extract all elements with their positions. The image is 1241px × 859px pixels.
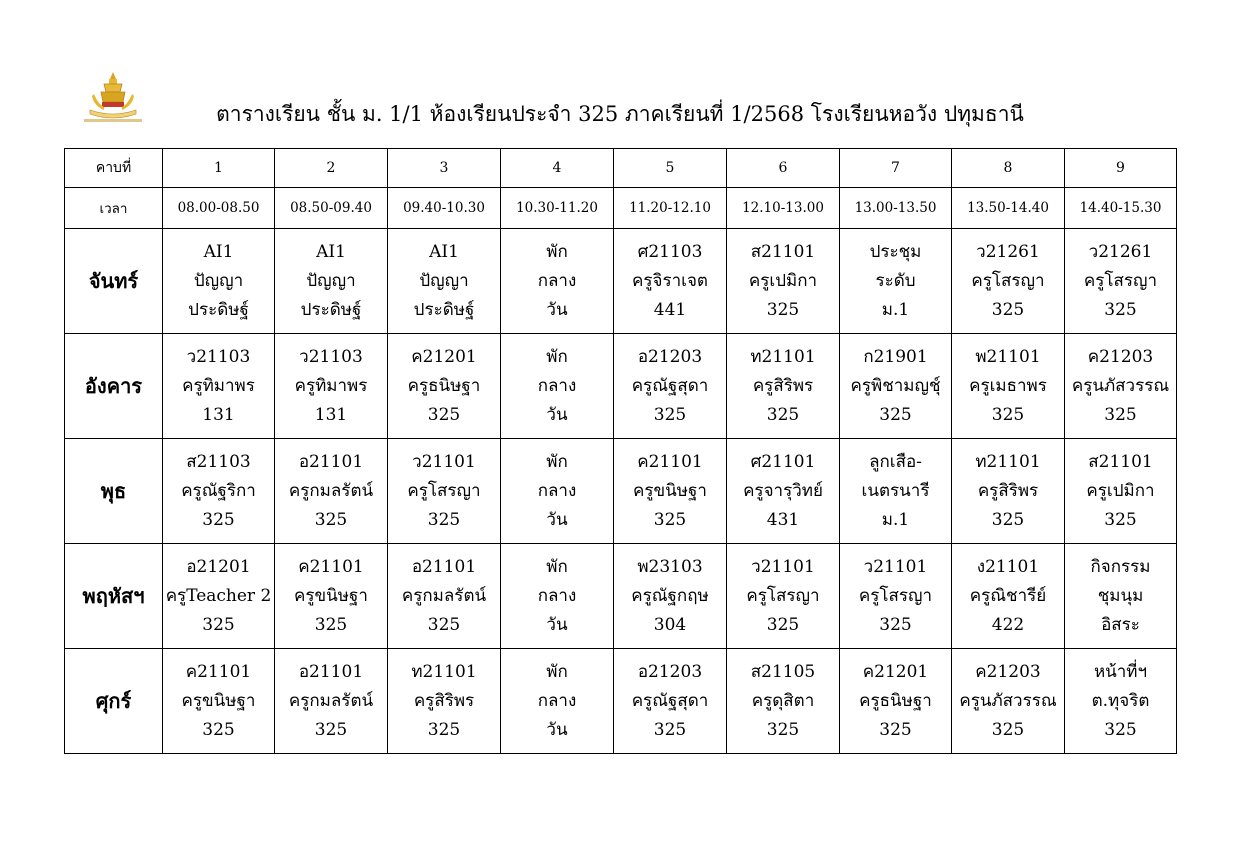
- period-header-row: [65, 149, 1177, 188]
- subject-code: ค21101: [637, 451, 703, 472]
- subject-code: ค21203: [1087, 346, 1154, 367]
- period-number: 4: [501, 149, 614, 188]
- class-cell: [388, 439, 501, 544]
- subject-code: หน้าที่ฯ: [1093, 661, 1148, 682]
- period-time: 08.50-09.40: [275, 188, 388, 229]
- room-number: 325: [766, 299, 800, 320]
- subject-code: AI1: [203, 241, 234, 262]
- teacher-name: เนตรนารี: [861, 480, 930, 501]
- subject-code: ศ21103: [637, 241, 703, 262]
- room-number: 325: [991, 719, 1025, 740]
- subject-code: ท21101: [750, 346, 816, 367]
- teacher-name: ครูเปมิกา: [1086, 480, 1155, 501]
- subject-code: ค21201: [411, 346, 477, 367]
- room-number: 325: [653, 404, 687, 425]
- period-time: 08.00-08.50: [163, 188, 275, 229]
- room-number: 431: [766, 509, 800, 530]
- class-cell: [840, 229, 952, 334]
- subject-code: พัก: [546, 241, 568, 262]
- subject-code: ว21261: [976, 241, 1040, 262]
- class-cell: [388, 229, 501, 334]
- subject-code: ค21201: [862, 661, 929, 682]
- teacher-name: กลาง: [537, 690, 577, 711]
- subject-code: ว21103: [186, 346, 251, 367]
- room-number: 325: [202, 614, 235, 635]
- subject-code: ค21101: [185, 661, 252, 682]
- teacher-name: ครูทิมาพร: [294, 375, 368, 396]
- subject-code: ท21101: [975, 451, 1041, 472]
- room-number: 325: [879, 614, 912, 635]
- teacher-name: ครูณิชารีย์: [969, 585, 1047, 606]
- room-number: 325: [427, 719, 461, 740]
- school-logo: [80, 70, 146, 128]
- time-label: เวลา: [65, 188, 163, 229]
- teacher-name: ครูโสรญา: [407, 480, 481, 501]
- teacher-name: ครูนภัสวรรณ: [1071, 375, 1170, 396]
- room-number: 325: [314, 614, 348, 635]
- teacher-name: ครูขนิษฐา: [633, 480, 707, 501]
- subject-code: พัก: [546, 556, 568, 577]
- period-number: 9: [1065, 149, 1177, 188]
- class-cell: [501, 229, 614, 334]
- teacher-name: ครูนภัสวรรณ: [959, 690, 1057, 711]
- room-number: ม.1: [881, 299, 910, 320]
- subject-code: อ21203: [637, 661, 703, 682]
- class-cell: [1065, 544, 1177, 649]
- room-number: 325: [879, 719, 912, 740]
- subject-code: กิจกรรม: [1090, 556, 1151, 577]
- teacher-name: ครูธนิษฐา: [407, 375, 481, 396]
- class-cell: [388, 649, 501, 754]
- teacher-name: กลาง: [537, 375, 577, 396]
- subject-code: พ23103: [637, 556, 703, 577]
- period-number: 6: [727, 149, 840, 188]
- class-cell: [952, 334, 1065, 439]
- teacher-name: ครูTeacher 2: [165, 585, 272, 606]
- teacher-name: ครูณัฐสุดา: [631, 375, 709, 396]
- class-cell: [1065, 649, 1177, 754]
- room-number: ประดิษฐ์: [300, 299, 362, 320]
- room-number: 325: [427, 404, 461, 425]
- room-number: 325: [202, 719, 235, 740]
- teacher-name: ครูสิริพร: [752, 375, 814, 396]
- class-cell: [501, 649, 614, 754]
- period-number: 5: [614, 149, 727, 188]
- room-number: 304: [653, 614, 687, 635]
- class-cell: [614, 229, 727, 334]
- room-number: ม.1: [881, 509, 910, 530]
- day-name: อังคาร: [65, 334, 163, 439]
- room-number: 325: [991, 404, 1025, 425]
- period-time: 13.00-13.50: [840, 188, 952, 229]
- subject-code: ง21101: [976, 556, 1040, 577]
- class-cell: [275, 229, 388, 334]
- teacher-name: กลาง: [537, 480, 577, 501]
- teacher-name: ครูสิริพร: [977, 480, 1039, 501]
- room-number: วัน: [546, 509, 568, 530]
- class-cell: [840, 544, 952, 649]
- room-number: 325: [653, 719, 687, 740]
- teacher-name: ครูทิมาพร: [182, 375, 255, 396]
- subject-code: อ21101: [298, 451, 364, 472]
- class-cell: [727, 649, 840, 754]
- class-cell: [275, 649, 388, 754]
- subject-code: ว21101: [863, 556, 928, 577]
- period-time: 09.40-10.30: [388, 188, 501, 229]
- room-number: 325: [427, 614, 461, 635]
- room-number: 422: [991, 614, 1025, 635]
- teacher-name: ครูโสรญา: [858, 585, 933, 606]
- subject-code: ส21101: [1088, 451, 1153, 472]
- class-cell: [727, 544, 840, 649]
- subject-code: ว21101: [751, 556, 815, 577]
- room-number: 325: [314, 509, 348, 530]
- teacher-name: ครูสิริพร: [413, 690, 475, 711]
- room-number: 441: [653, 299, 687, 320]
- class-cell: [840, 439, 952, 544]
- teacher-name: ต.ทุจริต: [1091, 690, 1150, 711]
- teacher-name: ชุมนุม: [1097, 585, 1144, 606]
- subject-code: พัก: [546, 451, 568, 472]
- crown-emblem-icon: [90, 72, 136, 118]
- teacher-name: ครูโสรญา: [746, 585, 820, 606]
- day-name: พฤหัสฯ: [65, 544, 163, 649]
- class-cell: [501, 334, 614, 439]
- class-cell: [614, 439, 727, 544]
- day-row: [65, 334, 1177, 439]
- class-cell: [501, 544, 614, 649]
- teacher-name: ครูเปมิกา: [748, 270, 818, 291]
- period-number: 1: [163, 149, 275, 188]
- room-number: 325: [202, 509, 235, 530]
- teacher-name: ปัญญา: [306, 270, 356, 291]
- day-row: [65, 439, 1177, 544]
- teacher-name: ปัญญา: [193, 270, 244, 291]
- class-cell: [952, 649, 1065, 754]
- class-cell: [614, 544, 727, 649]
- day-name: จันทร์: [65, 229, 163, 334]
- room-number: 325: [766, 404, 800, 425]
- room-number: 325: [1104, 719, 1137, 740]
- room-number: 325: [766, 614, 800, 635]
- room-number: ประดิษฐ์: [413, 299, 475, 320]
- room-number: 325: [879, 404, 912, 425]
- class-cell: [501, 439, 614, 544]
- room-number: วัน: [546, 719, 568, 740]
- class-cell: [614, 649, 727, 754]
- subject-code: อ21101: [298, 661, 364, 682]
- period-time: 10.30-11.20: [501, 188, 614, 229]
- class-cell: [1065, 439, 1177, 544]
- class-cell: [163, 229, 275, 334]
- teacher-name: ครูเมธาพร: [969, 375, 1047, 396]
- subject-code: ศ21101: [750, 451, 816, 472]
- teacher-name: ครูณัฐริกา: [181, 480, 256, 501]
- teacher-name: ครูณัฐสุดา: [631, 690, 709, 711]
- room-number: 325: [314, 719, 348, 740]
- teacher-name: กลาง: [537, 270, 577, 291]
- subject-code: อ21101: [411, 556, 477, 577]
- subject-code: ว21103: [299, 346, 363, 367]
- day-name: พุธ: [65, 439, 163, 544]
- room-number: 325: [653, 509, 687, 530]
- subject-code: ว21101: [412, 451, 476, 472]
- class-cell: [163, 544, 275, 649]
- class-cell: [727, 439, 840, 544]
- timetable: [64, 148, 1177, 754]
- day-name: ศุกร์: [65, 649, 163, 754]
- period-time: 11.20-12.10: [614, 188, 727, 229]
- teacher-name: ครูพิชามญชุ์: [850, 375, 941, 396]
- teacher-name: ครูจารุวิทย์: [743, 480, 823, 501]
- room-number: 325: [991, 509, 1025, 530]
- teacher-name: ครูกมลรัตน์: [401, 585, 487, 606]
- teacher-name: ครูกมลรัตน์: [288, 480, 374, 501]
- subject-code: พัก: [546, 661, 568, 682]
- class-cell: [840, 334, 952, 439]
- class-cell: [727, 229, 840, 334]
- subject-code: ว21261: [1088, 241, 1153, 262]
- room-number: 131: [202, 404, 235, 425]
- room-number: อิสระ: [1101, 614, 1140, 635]
- subject-code: ส21105: [750, 661, 816, 682]
- subject-code: AI1: [316, 241, 346, 262]
- period-time: 13.50-14.40: [952, 188, 1065, 229]
- class-cell: [727, 334, 840, 439]
- day-row: [65, 229, 1177, 334]
- time-row: [65, 188, 1177, 229]
- room-number: 325: [991, 299, 1025, 320]
- subject-code: อ21203: [637, 346, 703, 367]
- room-number: 325: [766, 719, 800, 740]
- class-cell: [952, 544, 1065, 649]
- subject-code: AI1: [429, 241, 459, 262]
- page-title: ตารางเรียน ชั้น ม. 1/1 ห้องเรียนประจำ 325 ภาคเรียนที่ 1/2568 โรงเรียนหอวัง ปทุมธานี: [216, 102, 1024, 126]
- class-cell: [840, 649, 952, 754]
- class-cell: [388, 544, 501, 649]
- teacher-name: ครูจิราเจต: [632, 270, 708, 291]
- room-number: วัน: [546, 614, 568, 635]
- room-number: 131: [314, 404, 348, 425]
- day-row: [65, 649, 1177, 754]
- class-cell: [952, 229, 1065, 334]
- subject-code: อ21201: [186, 556, 251, 577]
- class-cell: [163, 439, 275, 544]
- class-cell: [388, 334, 501, 439]
- class-cell: [163, 649, 275, 754]
- teacher-name: ระดับ: [875, 270, 916, 291]
- subject-code: พัก: [546, 346, 568, 367]
- period-number: 2: [275, 149, 388, 188]
- teacher-name: ครูธนิษฐา: [859, 690, 932, 711]
- room-number: วัน: [546, 299, 568, 320]
- teacher-name: ครูดุสิตา: [751, 690, 815, 711]
- teacher-name: กลาง: [537, 585, 577, 606]
- subject-code: พ21101: [975, 346, 1041, 367]
- class-cell: [1065, 334, 1177, 439]
- room-number: 325: [1104, 509, 1137, 530]
- subject-code: ลูกเสือ-: [869, 451, 922, 472]
- subject-code: ท21101: [411, 661, 477, 682]
- teacher-name: ครูโสรญา: [1083, 270, 1158, 291]
- period-label: คาบที่: [65, 149, 163, 188]
- subject-code: ส21101: [750, 241, 816, 262]
- class-cell: [1065, 229, 1177, 334]
- class-cell: [163, 334, 275, 439]
- teacher-name: ครูขนิษฐา: [181, 690, 256, 711]
- teacher-name: ครูณัฐกฤษ: [631, 585, 709, 606]
- teacher-name: ครูขนิษฐา: [294, 585, 368, 606]
- subject-code: ก21901: [863, 346, 928, 367]
- room-number: 325: [1104, 299, 1137, 320]
- teacher-name: ปัญญา: [419, 270, 469, 291]
- class-cell: [275, 334, 388, 439]
- period-number: 3: [388, 149, 501, 188]
- room-number: 325: [427, 509, 461, 530]
- period-number: 8: [952, 149, 1065, 188]
- day-row: [65, 544, 1177, 649]
- class-cell: [275, 439, 388, 544]
- room-number: วัน: [546, 404, 568, 425]
- teacher-name: ครูโสรญา: [971, 270, 1045, 291]
- class-cell: [275, 544, 388, 649]
- room-number: 325: [1104, 404, 1137, 425]
- subject-code: ประชุม: [869, 241, 922, 262]
- class-cell: [952, 439, 1065, 544]
- subject-code: ค21101: [298, 556, 364, 577]
- subject-code: ค21203: [975, 661, 1041, 682]
- subject-code: ส21103: [186, 451, 251, 472]
- teacher-name: ครูกมลรัตน์: [288, 690, 374, 711]
- period-number: 7: [840, 149, 952, 188]
- period-time: 12.10-13.00: [727, 188, 840, 229]
- room-number: ประดิษฐ์: [188, 299, 249, 320]
- class-cell: [614, 334, 727, 439]
- period-time: 14.40-15.30: [1065, 188, 1177, 229]
